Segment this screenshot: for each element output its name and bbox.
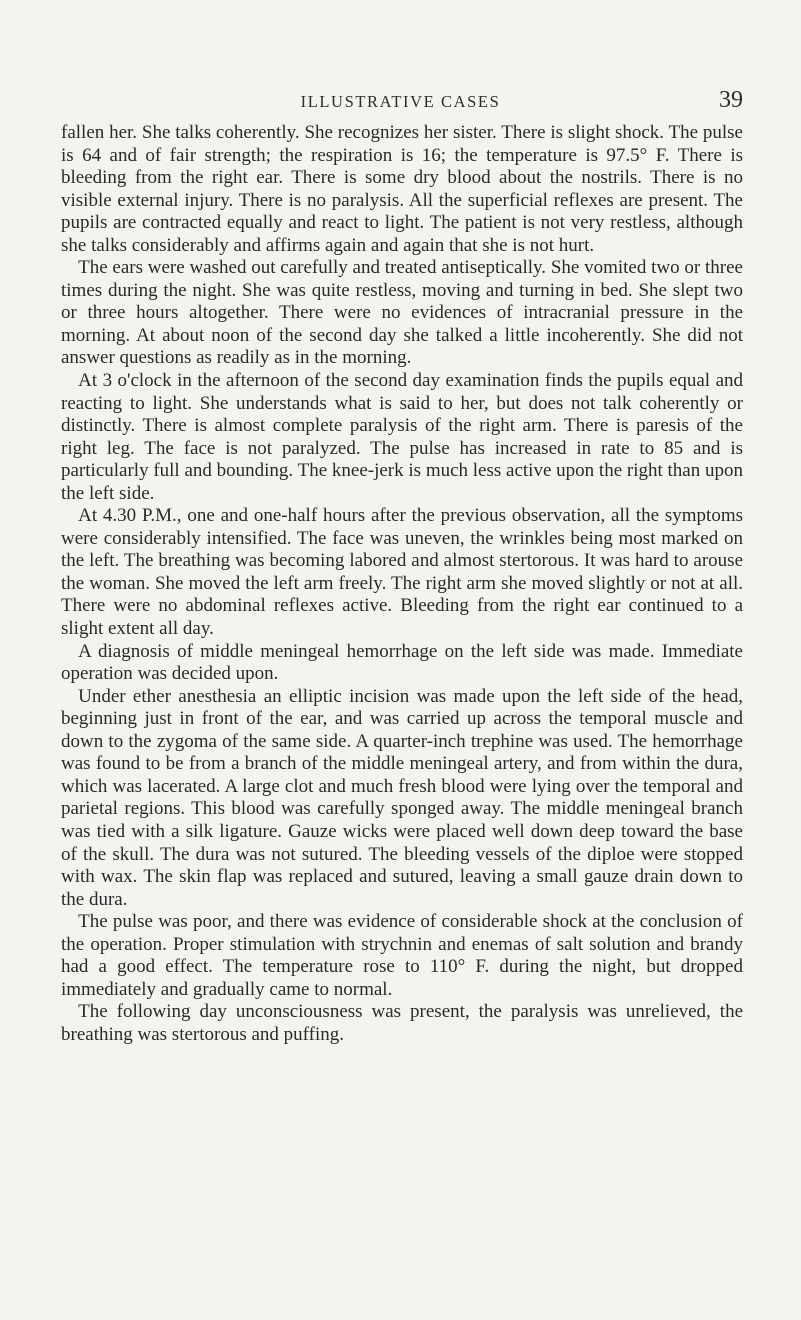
page-number: 39 xyxy=(719,87,743,113)
paragraph: The ears were washed out carefully and treated antiseptically. She vomited two or three times during the night. She was quite restless, moving and turning in bed. She slept two or three hours altogether. There were no evidences of intracranial pressure in the morning. At about noon of the second day she talked a little incoherently. She did not answer questions as readily as in the morning. xyxy=(61,257,743,369)
running-head xyxy=(0,87,801,118)
paragraph: At 3 o'clock in the afternoon of the second day examination finds the pupils equal and reacting to light. She understands what is said to her, but does not talk coherently or distinctly. There is almost complete paralysis of the right arm. There is paresis of the right leg. The face is not paralyzed. The pulse has increased in rate to 85 and is particularly full and bounding. The knee-jerk is much less active upon the right than upon the left side. xyxy=(61,370,743,504)
paragraph: The following day unconsciousness was present, the paralysis was unrelieved, the breathing was stertorous and puffing. xyxy=(61,1001,743,1045)
running-title: ILLUSTRATIVE CASES xyxy=(300,92,501,111)
paragraph: At 4.30 P.M., one and one-half hours after the previous observation, all the symptoms were considerably intensified. The face was uneven, the wrinkles being most marked on the left. The breathing was becoming labored and almost stertorous. It was hard to arouse the woman. She moved the left arm freely. The right arm she moved slightly or not at all. There were no abdominal reflexes active. Bleeding from the right ear continued to a slight extent all day. xyxy=(61,505,743,640)
paragraph: Under ether anesthesia an elliptic incision was made upon the left side of the head, beginning just in front of the ear, and was carried up across the temporal muscle and down to the zygoma of the same side. A quarter-inch trephine was used. The hemorrhage was found to be from a branch of the middle meningeal artery, and from within the dura, which was lacerated. A large clot and much fresh blood were lying over the temporal and parietal regions. This blood was carefully sponged away. The middle meningeal branch was tied with a silk ligature. Gauze wicks were placed well down deep toward the base of the skull. The dura was not sutured. The bleeding vessels of the diploe were stopped with wax. The skin flap was replaced and sutured, leaving a small gauze drain down to the dura. xyxy=(61,685,743,910)
body-text xyxy=(61,122,743,1046)
paragraph-continued: fallen her. She talks coherently. She recognizes her sister. There is slight shock. The pulse is 64 and of fair strength; the respiration is 16; the temperature is 97.5° F. There is bleeding from the right ear. There is some dry blood about the nostrils. There is no visible external injury. There is no paralysis. All the superficial reflexes are present. The pupils are contracted equally and react to light. The patient is not very restless, although she talks considerably and affirms again and again that she is not hurt. xyxy=(61,122,743,256)
paragraph: The pulse was poor, and there was evidence of considerable shock at the conclusion of the operation. Proper stimulation with strychnin and enemas of salt solution and brandy had a good effect. The temperature rose to 110° F. during the night, but dropped immediately and gradually came to normal. xyxy=(61,911,743,1000)
paragraph: A diagnosis of middle meningeal hemorrhage on the left side was made. Immediate operation was decided upon. xyxy=(61,640,743,685)
